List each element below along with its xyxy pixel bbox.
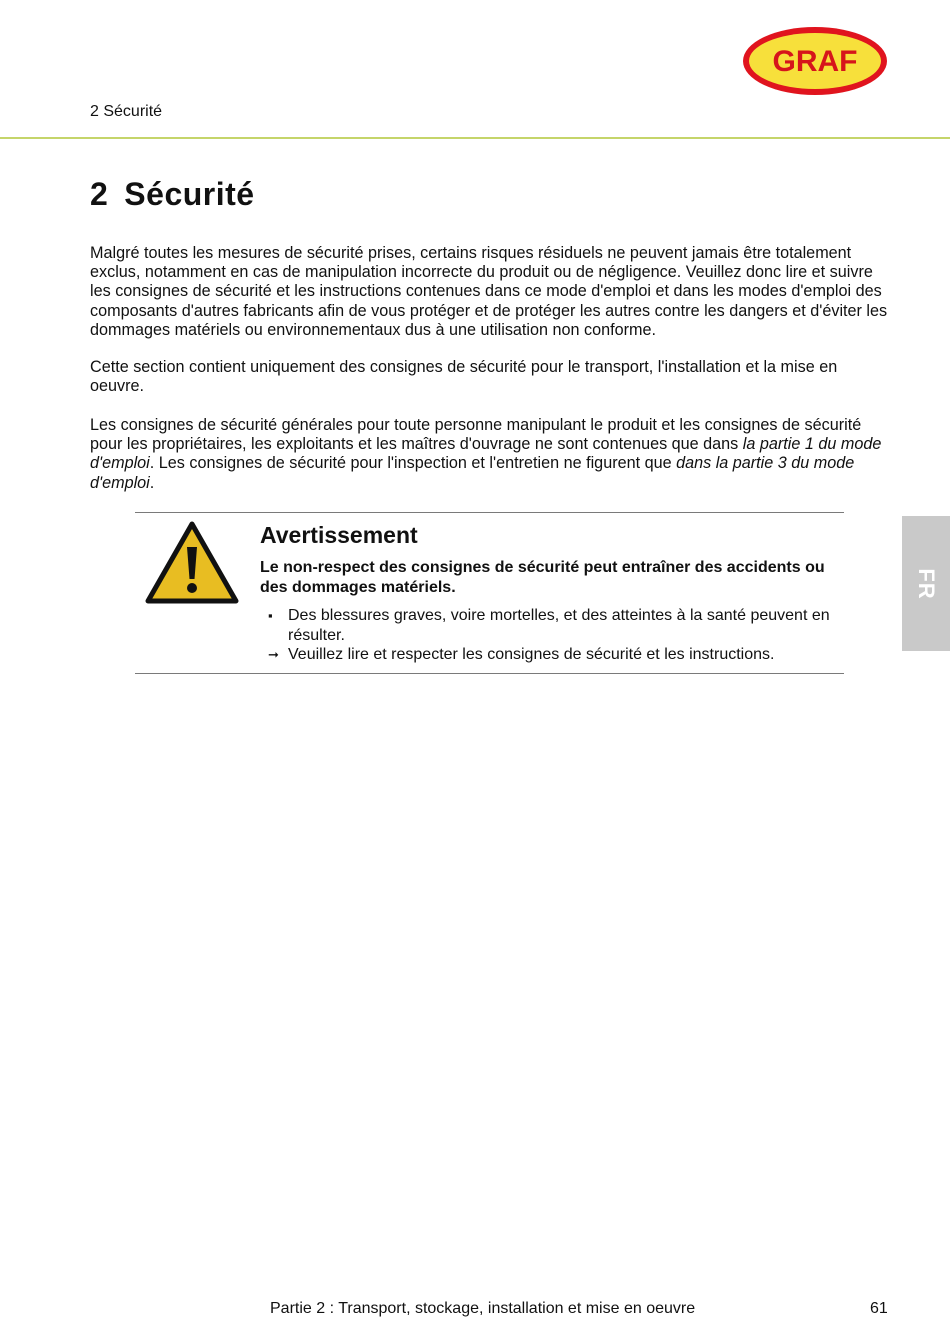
arrow-right-icon: ➞: [268, 647, 279, 662]
chapter-number: 2: [90, 176, 109, 212]
language-tab-label: FR: [914, 567, 939, 600]
graf-logo: [742, 26, 888, 96]
intro-paragraph: Malgré toutes les mesures de sécurité prises, certains risques résiduels ne peuvent jamais être totalement exclus, notamment en cas de manipulation incorrecte du produit ou de négligence. Veuillez donc lire et suivre les consignes de sécurité et les instructions contenues dans ce mode d'emploi et dans les modes d'emploi des composants d'autres fabricants afin de vous protéger et de protéger les autres contre les dangers et d'éviter les dommages matériels ou environnementaux dus à une utilisation non conforme.: [90, 244, 888, 339]
reference-text-b: . Les consignes de sécurité pour l'inspection et l'entretien ne figurent que: [149, 454, 677, 473]
scope-paragraph: Cette section contient uniquement des consignes de sécurité pour le transport, l'installation et la mise en oeuvre.: [90, 358, 838, 396]
reference-text-a: Les consignes de sécurité générales pour toute personne manipulant le produit et les consignes de sécurité pour les propriétaires, les exploitants et les maîtres d'ouvrage ne sont contenues que dans: [90, 416, 862, 454]
chapter-title-text: Sécurité: [124, 176, 255, 212]
warning-title: Avertissement: [260, 522, 418, 548]
square-bullet-icon: ▪: [268, 608, 273, 623]
reference-paragraph: [90, 416, 892, 493]
warning-item-text: Des blessures graves, voire mortelles, et des atteintes à la santé peuvent en résulter.: [288, 607, 830, 644]
warning-triangle-icon: [145, 521, 239, 605]
logo-text: GRAF: [772, 45, 858, 78]
reference-part-3: dans la partie 3 du mode d'emploi: [90, 454, 855, 492]
reference-text-c: .: [149, 473, 155, 492]
warning-action-item: [260, 645, 835, 665]
warning-lead: Le non-respect des consignes de sécurité peut entraîner des accidents ou des dommages matériels.: [260, 559, 825, 596]
warning-box: [135, 512, 844, 674]
language-tab: [902, 516, 950, 651]
warning-list: [260, 606, 835, 665]
warning-consequence-item: [260, 606, 835, 645]
footer-title: Partie 2 : Transport, stockage, installation et mise en oeuvre: [270, 1300, 696, 1317]
warning-item-text: Veuillez lire et respecter les consignes de sécurité et les instructions.: [288, 646, 775, 663]
reference-part-1: la partie 1 du mode d'emploi: [90, 435, 882, 473]
header-divider: [0, 137, 950, 139]
running-header: 2 Sécurité: [90, 103, 163, 120]
chapter-title: [90, 176, 255, 213]
page-number: 61: [870, 1300, 888, 1317]
